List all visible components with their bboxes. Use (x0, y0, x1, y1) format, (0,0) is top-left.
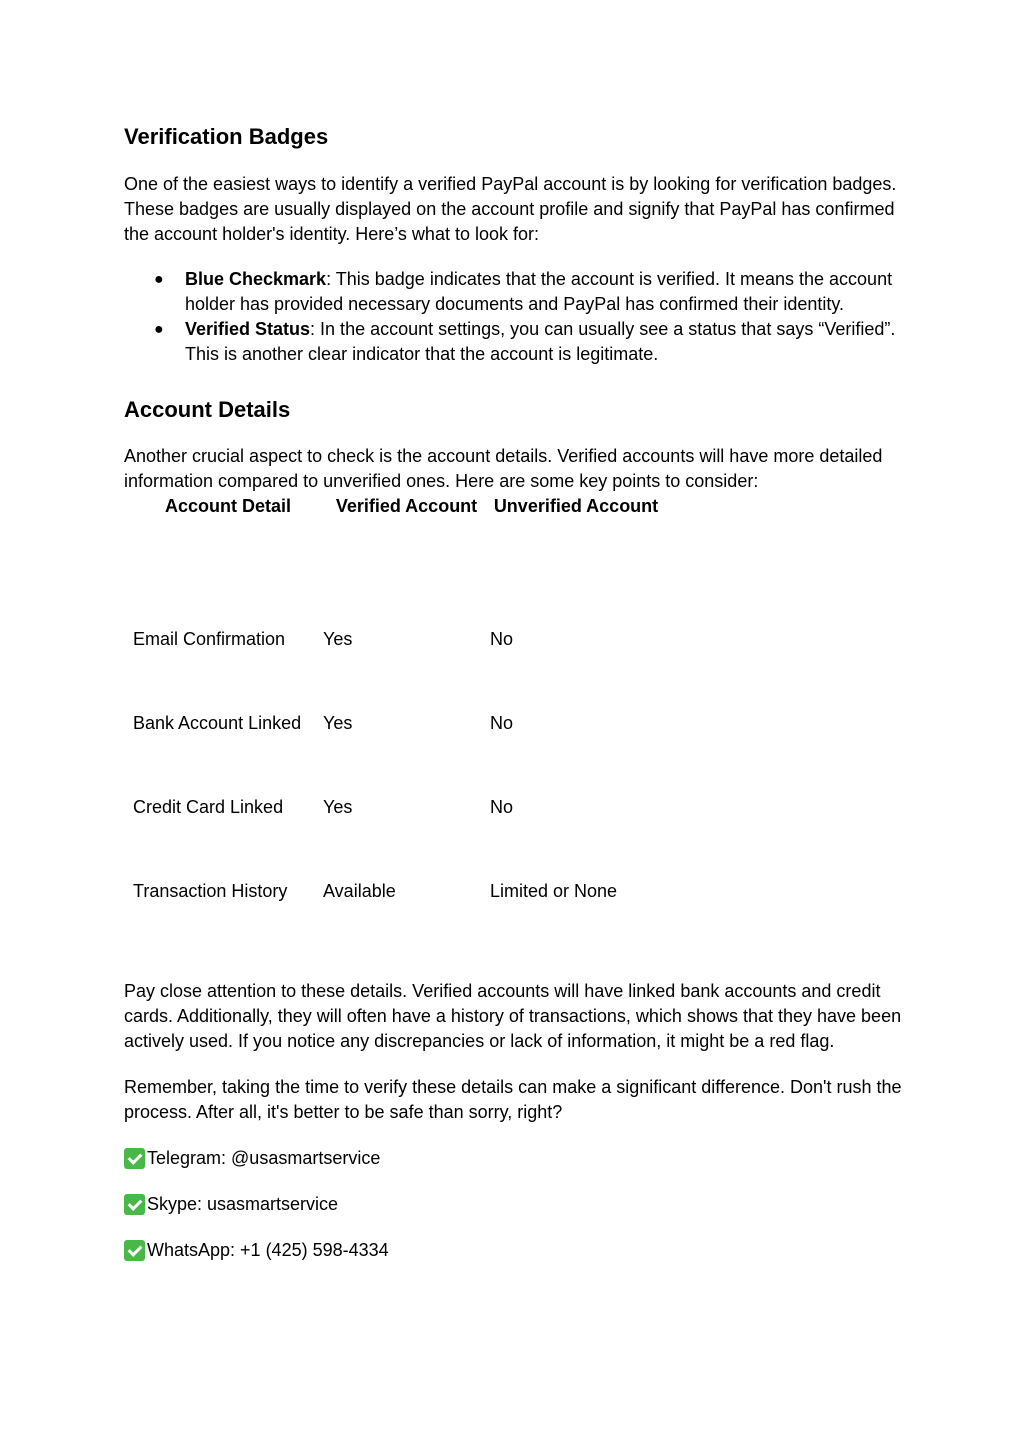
account-details-table (124, 494, 662, 963)
remember-paragraph: Remember, taking the time to verify these details can make a significant difference. Don't rush the process. After all, it's better to be safe than sorry, right? (124, 1077, 902, 1122)
bullet-dot: ● (154, 271, 164, 288)
table-cell: No (490, 713, 514, 733)
verification-badges-heading: Verification Badges (124, 124, 329, 149)
table-header-cell: Verified Account (335, 496, 478, 516)
verification-bullet-list (124, 267, 904, 367)
table-cell: Credit Card Linked (133, 797, 284, 817)
table-cell: Limited or None (490, 881, 618, 901)
bullet-term: Blue Checkmark (185, 269, 327, 289)
table-header-cell: Unverified Account (493, 496, 659, 516)
verification-intro-paragraph: One of the easiest ways to identify a verified PayPal account is by looking for verification badges. These badges are usually displayed on the account profile and signify that PayPal has confirmed the account holder's identity. Here’s what to look for: (124, 174, 897, 244)
check-mark-icon (124, 1148, 145, 1169)
table-row (124, 879, 662, 963)
contact-text: Skype: usasmartservice (147, 1194, 339, 1214)
table-row (124, 795, 662, 879)
table-cell: Yes (323, 797, 353, 817)
account-details-heading: Account Details (124, 397, 291, 422)
contact-telegram (124, 1146, 904, 1171)
table-cell: Bank Account Linked (133, 713, 302, 733)
table-row (124, 627, 662, 711)
table-header-cell: Account Detail (164, 496, 292, 516)
pay-attention-paragraph: Pay close attention to these details. Verified accounts will have linked bank accounts and credit cards. Additionally, they will often have a history of transactions, which shows that they have been actively used. If you notice any discrepancies or lack of information, it might be a red flag. (124, 981, 902, 1051)
bullet-text: : In the account settings, you can usually see a status that says “Verified”. This is another clear indicator that the account is legitimate. (185, 319, 896, 364)
account-intro-paragraph: Another crucial aspect to check is the account details. Verified accounts will have more detailed information compared to unverified ones. Here are some key points to consider: (124, 446, 883, 491)
bullet-blue-checkmark (124, 267, 904, 317)
table-cell: Available (323, 881, 396, 901)
table-cell: Yes (323, 629, 353, 649)
bullet-text: : This badge indicates that the account is verified. It means the account holder has provided necessary documents and PayPal has confirmed their identity. (185, 269, 893, 314)
bullet-term: Verified Status (185, 319, 311, 339)
table-cell: Yes (323, 713, 353, 733)
contact-text: Telegram: @usasmartservice (147, 1148, 381, 1168)
contact-text: WhatsApp: +1 (425) 598-4334 (147, 1240, 389, 1260)
contact-skype (124, 1192, 904, 1217)
table-row (124, 711, 662, 795)
contact-whatsapp (124, 1238, 904, 1263)
table-cell: No (490, 797, 514, 817)
table-cell: No (490, 629, 514, 649)
bullet-dot: ● (154, 321, 164, 338)
bullet-verified-status (124, 317, 904, 367)
table-cell: Transaction History (133, 881, 288, 901)
closing-section (124, 979, 904, 1263)
check-mark-icon (124, 1194, 145, 1215)
check-mark-icon (124, 1240, 145, 1261)
table-cell: Email Confirmation (133, 629, 286, 649)
document-page (124, 122, 904, 1284)
table-header-row (124, 494, 662, 627)
